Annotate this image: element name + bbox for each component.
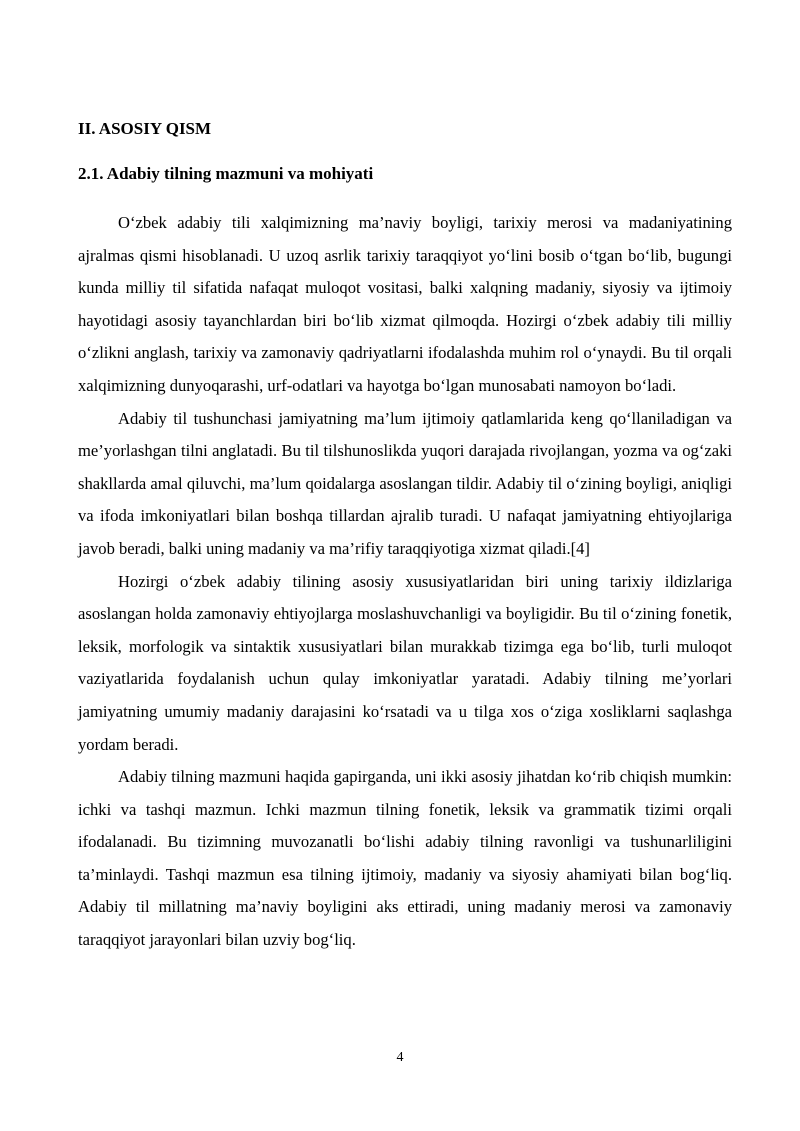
paragraph-3: Hozirgi o‘zbek adabiy tilining asosiy xususiyatlaridan biri uning tarixiy ildizlariga asoslangan holda zamonaviy ehtiyojlarga moslashuvchanligi va boyligidir. Bu til o‘zining fonetik, leksik, morfologik va sintaktik xususiyatlari bilan murakkab tizimga ega bo‘lib, turli muloqot vaziyatlarida foydalanish uchun qulay imkoniyatlar yaratadi. Adabiy tilning me’yorlari jamiyatning umumiy madaniy darajasini ko‘rsatadi va u tilga xos o‘ziga xosliklarni saqlashga yordam beradi. <box>78 571 732 754</box>
paragraph-2: Adabiy til tushunchasi jamiyatning ma’lum ijtimoiy qatlamlarida keng qo‘llaniladigan va me’yorlashgan tilni anglatadi. Bu til tilshunoslikda yuqori darajada rivojlangan, yozma va og‘zaki shakllarda amal qiluvchi, ma’lum qoidalarga asoslangan tildir. Adabiy til o‘zining boyligi, aniqligi va ifoda imkoniyatlari bilan boshqa tillardan ajralib turadi. U nafaqat jamiyatning ehtiyojlariga javob beradi, balki uning madaniy va ma’rifiy taraqqiyotiga xizmat qiladi.[4] <box>78 408 732 558</box>
body-text <box>78 207 732 957</box>
subsection-heading: 2.1. Adabiy tilning mazmuni va mohiyati <box>78 164 374 183</box>
section-heading: II. ASOSIY QISM <box>78 119 212 138</box>
page-number: 4 <box>396 1050 404 1065</box>
paragraph-4: Adabiy tilning mazmuni haqida gapirganda, uni ikki asosiy jihatdan ko‘rib chiqish mumkin: ichki va tashqi mazmun. Ichki mazmun tilning fonetik, leksik va grammatik tizimi orqali ifodalanadi. Bu tizimning muvozanatli bo‘lishi adabiy tilning ravonligi va tushunarliligini ta’minlaydi. Tashqi mazmun esa tilning ijtimoiy, madaniy va siyosiy ahamiyati bilan bog‘liq. Adabiy til millatning ma’naviy boyligini aks ettiradi, uning madaniy merosi va zamonaviy taraqqiyot jarayonlari bilan uzviy bog‘liq. <box>78 767 732 950</box>
paragraph-1: O‘zbek adabiy tili xalqimizning ma’naviy boyligi, tarixiy merosi va madaniyatining ajralmas qismi hisoblanadi. U uzoq asrlik tarixiy taraqqiyot yo‘lini bosib o‘tgan bo‘lib, bugungi kunda milliy til sifatida nafaqat muloqot vositasi, balki xalqning madaniy, siyosiy va ijtimoiy hayotidagi asosiy tayanchlardan biri bo‘lib xizmat qilmoqda. Hozirgi o‘zbek adabiy tili milliy o‘zlikni anglash, tarixiy va zamonaviy qadriyatlarni ifodalashda muhim rol o‘ynaydi. Bu til orqali xalqimizning dunyoqarashi, urf-odatlari va hayotga bo‘lgan munosabati namoyon bo‘ladi. <box>78 213 732 395</box>
